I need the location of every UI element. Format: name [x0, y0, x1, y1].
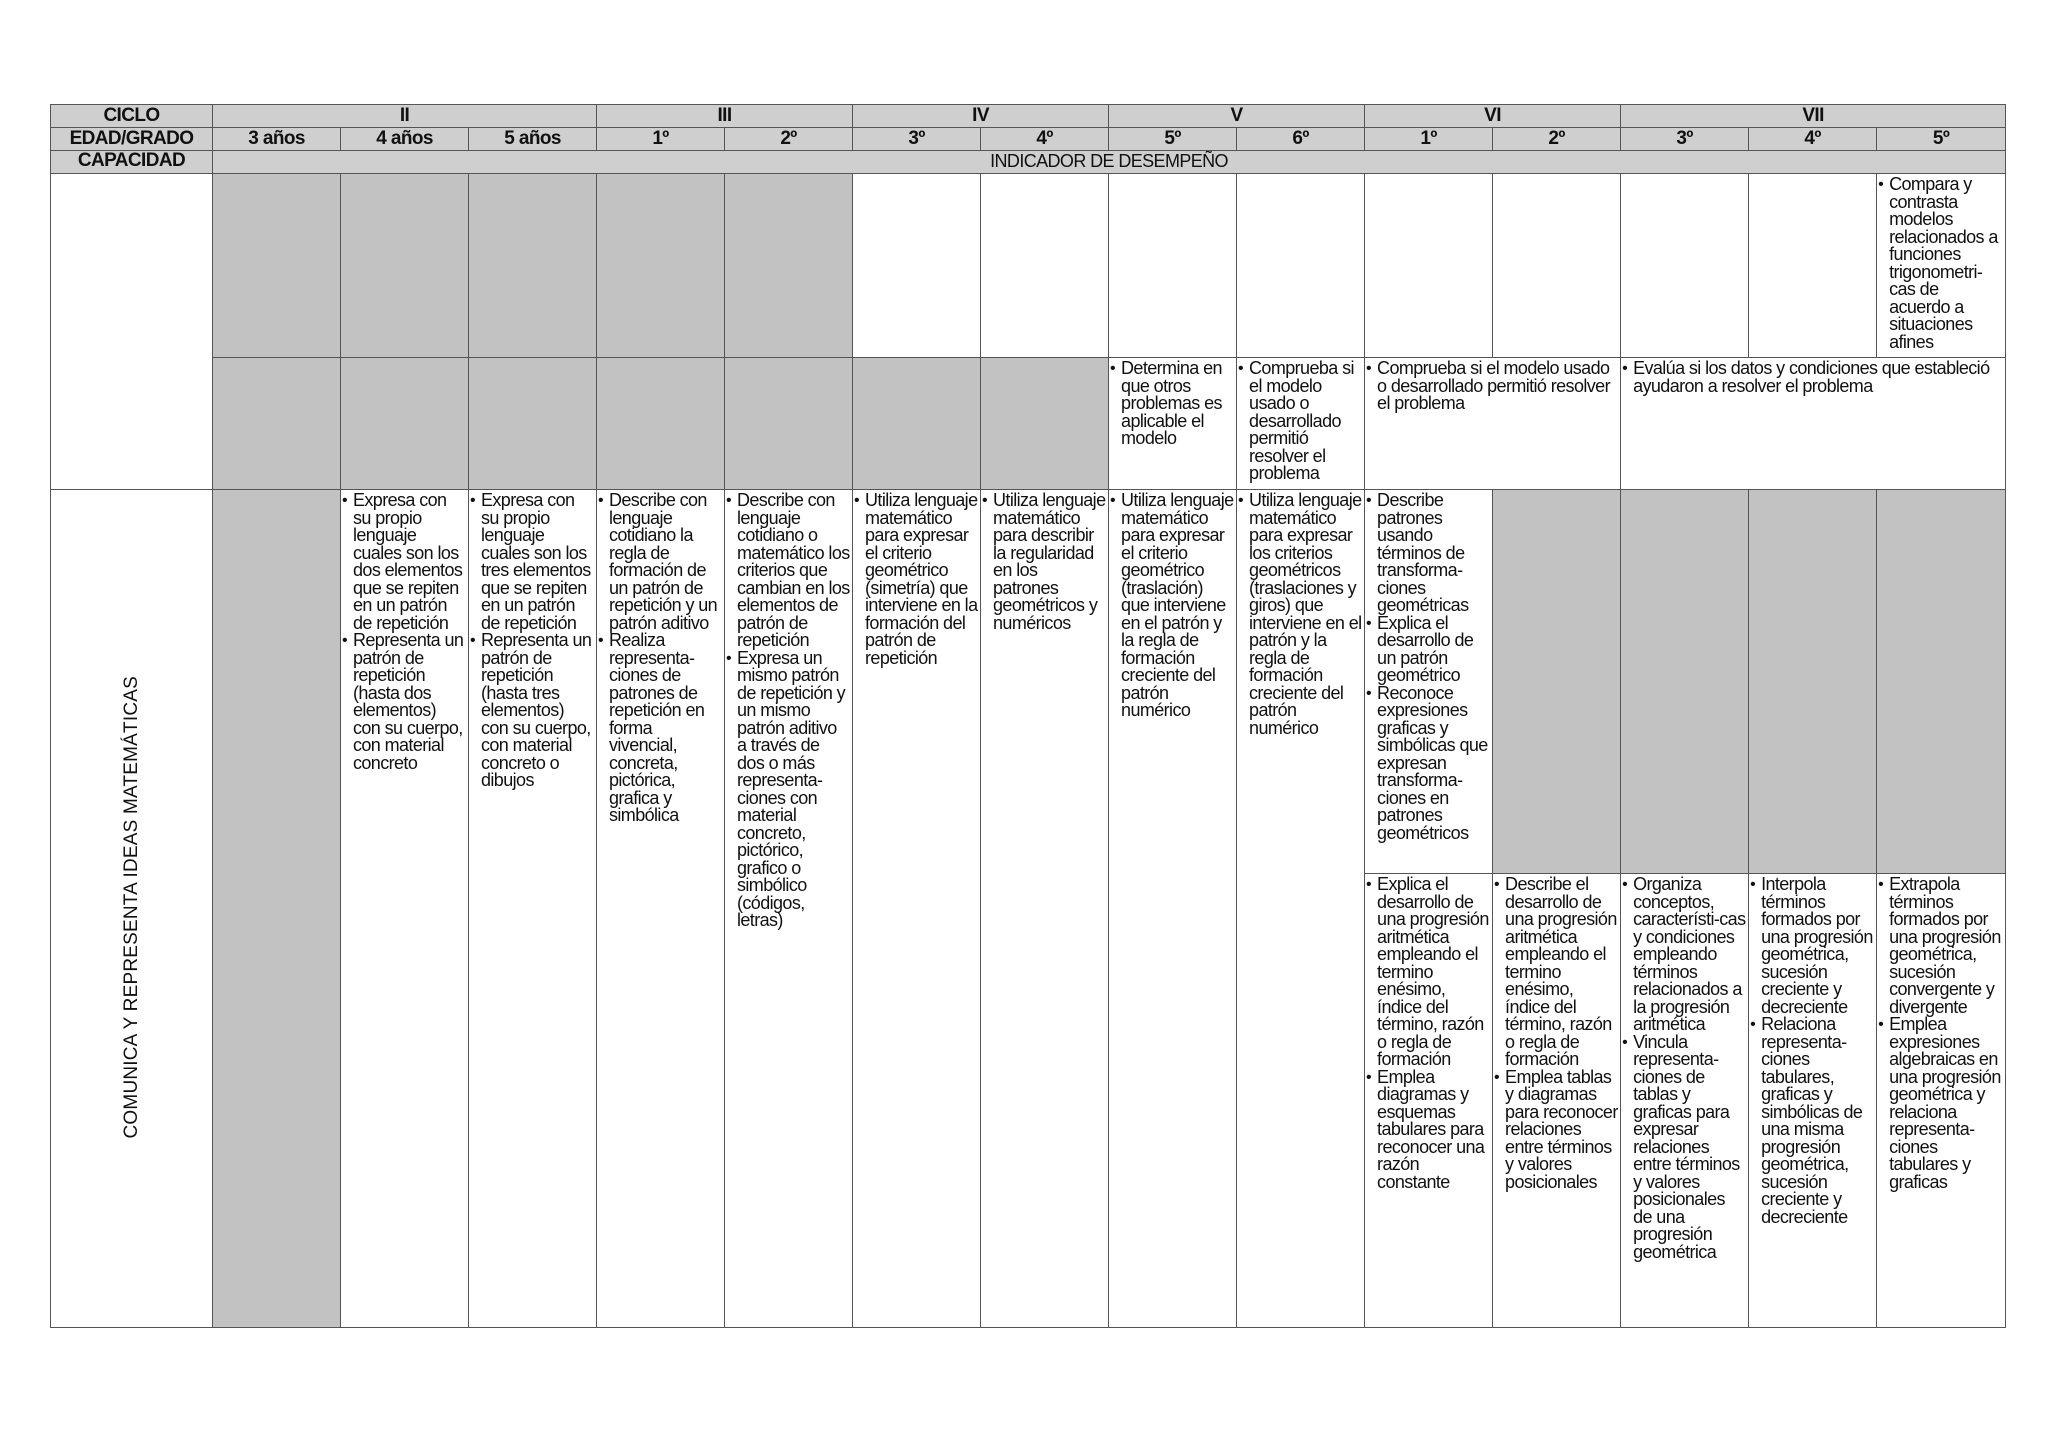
bullet-icon: •	[1366, 360, 1372, 377]
ciclo-iii: III	[597, 105, 853, 128]
bullet-icon: •	[1366, 684, 1372, 702]
capacidad-row	[51, 151, 2006, 174]
indicator-item: • Utiliza lenguaje matemático para expresar el criterio geométrico (traslación) que interviene en el patrón y la regla de formación creciente del patrón numérico	[1110, 490, 1234, 720]
indicator-item: • Describe patrones usando términos de transforma-ciones geométricas	[1366, 490, 1469, 615]
indicator-cell-prim6-b	[1237, 358, 1365, 490]
empty-cell	[1749, 174, 1877, 358]
indicator-item: • Describe con lenguaje cotidiano la regla de formación de un patrón de repetición y un patrón aditivo	[598, 490, 718, 633]
shaded-cell	[341, 174, 469, 358]
bullet-icon: •	[1238, 492, 1244, 509]
grado-cell: 3º	[853, 128, 981, 151]
shaded-cell	[213, 490, 341, 1328]
grado-cell: 5 años	[469, 128, 597, 151]
empty-cell	[1109, 174, 1237, 358]
shaded-cell	[341, 358, 469, 490]
shaded-cell	[1621, 490, 1749, 874]
ciclo-row	[51, 105, 2006, 128]
indicator-cell-ini4	[341, 490, 469, 1328]
indicator-item: • Describe con lenguaje cotidiano o matemático los criterios que cambian en los elementos de patrón de repetición	[726, 490, 850, 650]
capacidad-title: COMUNICA Y REPRESENTA IDEAS MATEMÁTICAS	[120, 675, 142, 1138]
ciclo-vii: VII	[1621, 105, 2006, 128]
empty-cell	[1365, 174, 1493, 358]
indicator-cell-ini5	[469, 490, 597, 1328]
indicator-item: • Utiliza lenguaje matemático para describir la regularidad en los patrones geométricos y numéricos	[982, 490, 1106, 633]
bullet-icon: •	[1878, 876, 1884, 893]
indicator-cell-prim5-b	[1109, 358, 1237, 490]
bullet-icon: •	[342, 492, 348, 509]
indicator-cell-sec5-a	[1877, 174, 2006, 358]
bullet-icon: •	[1622, 1033, 1628, 1051]
bullet-icon: •	[1366, 614, 1372, 632]
ciclo-v: V	[1109, 105, 1365, 128]
indicator-cell-prim1	[597, 490, 725, 1328]
bullet-icon: •	[726, 492, 732, 509]
indicator-item: • Comprueba si el modelo usado o desarrollado permitió resolver el problema	[1366, 358, 1610, 413]
bullet-icon: •	[1110, 492, 1116, 509]
indicator-cell-ciclo6-b	[1365, 358, 1621, 490]
shaded-cell	[469, 174, 597, 358]
bullet-icon: •	[982, 492, 988, 509]
indicator-item: • Representa un patrón de repetición (hasta dos elementos) con su cuerpo, con material concreto	[342, 630, 464, 773]
indicator-item: • Realiza representa-ciones de patrones de repetición en forma vivencial, concreta, pictórica, grafica y simbólica	[598, 630, 705, 825]
grado-cell: 1º	[597, 128, 725, 151]
indicator-item: • Emplea expresiones algebraicas en una progresión geométrica y relaciona representa-ciones tabulares y graficas	[1878, 1014, 2001, 1192]
ciclo-vi: VI	[1365, 105, 1621, 128]
grado-cell: 5º	[1877, 128, 2006, 151]
bullet-icon: •	[1366, 492, 1372, 509]
grado-cell: 3º	[1621, 128, 1749, 151]
indicator-item: • Expresa un mismo patrón de repetición y un mismo patrón aditivo a través de dos o más representa-ciones con material concreto, pictórico, grafico o simbólico (códigos, letras)	[726, 647, 846, 930]
edad-grado-label: EDAD/GRADO	[51, 128, 213, 151]
shaded-cell	[1877, 490, 2006, 874]
indicator-item: • Vincula representa-ciones de tablas y graficas para expresar relaciones entre términos y valores posicionales de una progresión geométrica	[1622, 1031, 1740, 1262]
shaded-cell	[597, 174, 725, 358]
indicator-cell-sec2-d	[1493, 874, 1621, 1328]
indicator-cell-prim6	[1237, 490, 1365, 1328]
shaded-cell	[1493, 490, 1621, 874]
shaded-cell	[597, 358, 725, 490]
bullet-icon: •	[1750, 876, 1756, 893]
indicator-item: • Evalúa si los datos y condiciones que estableció ayudaron a resolver el problema	[1622, 358, 1990, 396]
ciclo-iv: IV	[853, 105, 1109, 128]
shaded-cell	[981, 358, 1109, 490]
indicator-item: • Emplea tablas y diagramas para reconocer relaciones entre términos y valores posicionales	[1494, 1066, 1618, 1192]
bullet-icon: •	[598, 492, 604, 509]
ciclo-ii: II	[213, 105, 597, 128]
indicator-item: • Explica el desarrollo de una progresión aritmética empleando el termino enésimo, índice del término, razón o regla de formación	[1366, 874, 1489, 1069]
indicator-item: • Explica el desarrollo de un patrón geométrico	[1366, 612, 1474, 685]
bullet-icon: •	[470, 492, 476, 509]
indicator-cell-prim2	[725, 490, 853, 1328]
indicator-cell-prim3	[853, 490, 981, 1328]
grado-row	[51, 128, 2006, 151]
shaded-cell	[213, 358, 341, 490]
bullet-icon: •	[1622, 876, 1628, 893]
empty-cell	[1493, 174, 1621, 358]
bullet-icon: •	[1494, 1068, 1500, 1086]
indicator-cell-sec5-d	[1877, 874, 2006, 1328]
indicator-item: • Determina en que otros problemas es aplicable el modelo	[1110, 358, 1222, 448]
grado-cell: 4º	[1749, 128, 1877, 151]
ciclo-label: CICLO	[51, 105, 213, 128]
bullet-icon: •	[1366, 876, 1372, 893]
bullet-icon: •	[1238, 360, 1244, 377]
indicator-item: • Extrapola términos formados por una progresión geométrica, sucesión convergente y divergente	[1878, 874, 2001, 1017]
grado-cell: 4º	[981, 128, 1109, 151]
bullet-icon: •	[1750, 1016, 1756, 1033]
bullet-icon: •	[1110, 360, 1116, 377]
shaded-cell	[725, 358, 853, 490]
indicator-item: • Comprueba si el modelo usado o desarrollado permitió resolver el problema	[1238, 358, 1354, 483]
bullet-icon: •	[1366, 1068, 1372, 1086]
bullet-icon: •	[1878, 176, 1884, 193]
indicator-item: • Relaciona representa-ciones tabulares, graficas y simbólicas de una misma progresión geométrica, sucesión creciente y decreciente	[1750, 1014, 1863, 1227]
indicator-item: • Expresa con su propio lenguaje cuales son los tres elementos que se repiten en un patrón de repetición	[470, 490, 591, 633]
empty-cell	[1237, 174, 1365, 358]
indicator-item: • Representa un patrón de repetición (hasta tres elementos) con su cuerpo, con material concreto o dibujos	[470, 630, 592, 790]
indicator-cell-prim4	[981, 490, 1109, 1328]
indicator-cell-ciclo7-b	[1621, 358, 2006, 490]
empty-cell	[981, 174, 1109, 358]
indicator-cell-sec3-d	[1621, 874, 1749, 1328]
indicador-label: INDICADOR DE DESEMPEÑO	[213, 151, 2006, 174]
bullet-icon: •	[598, 632, 604, 649]
indicator-cell-sec1-d	[1365, 874, 1493, 1328]
grado-cell: 2º	[725, 128, 853, 151]
indicator-item: • Organiza conceptos, característi-cas y condiciones empleando términos relacionados a la progresión aritmética	[1622, 874, 1746, 1034]
indicator-item: • Interpola términos formados por una progresión geométrica, sucesión creciente y decreciente	[1750, 874, 1873, 1017]
bullet-icon: •	[342, 632, 348, 649]
indicator-item: • Utiliza lenguaje matemático para expresar el criterio geométrico (simetría) que interviene en la formación del patrón de repetición	[854, 490, 978, 668]
indicator-item: • Expresa con su propio lenguaje cuales son los dos elementos que se repiten en un patrón de repetición	[342, 490, 463, 633]
indicator-item: • Describe el desarrollo de una progresión aritmética empleando el termino enésimo, índice del término, razón o regla de formación	[1494, 874, 1617, 1069]
shaded-cell	[213, 174, 341, 358]
bullet-icon: •	[1622, 360, 1628, 377]
shaded-cell	[1749, 490, 1877, 874]
document-page	[50, 104, 2005, 1328]
indicator-item: • Compara y contrasta modelos relacionados a funciones trigonometri-cas de acuerdo a situaciones afines	[1878, 174, 1998, 352]
indicator-cell-sec1-c	[1365, 490, 1493, 874]
shaded-cell	[725, 174, 853, 358]
shaded-cell	[853, 358, 981, 490]
grado-cell: 2º	[1493, 128, 1621, 151]
indicator-row	[51, 174, 2006, 358]
grado-cell: 6º	[1237, 128, 1365, 151]
grado-cell: 3 años	[213, 128, 341, 151]
grado-cell: 5º	[1109, 128, 1237, 151]
indicator-cell-sec4-d	[1749, 874, 1877, 1328]
bullet-icon: •	[1494, 876, 1500, 893]
indicator-item: • Utiliza lenguaje matemático para expresar los criterios geométricos (traslaciones y giros) que interviene en el patrón y la regla de formación creciente del patrón numérico	[1238, 490, 1362, 738]
indicator-cell-prim5	[1109, 490, 1237, 1328]
indicator-row	[51, 490, 2006, 874]
empty-cell	[853, 174, 981, 358]
capacidad-cell	[51, 490, 213, 1328]
bullet-icon: •	[1878, 1016, 1884, 1033]
shaded-cell	[469, 358, 597, 490]
bullet-icon: •	[854, 492, 860, 509]
bullet-icon: •	[470, 632, 476, 649]
indicator-item: • Emplea diagramas y esquemas tabulares para reconocer una razón constante	[1366, 1066, 1485, 1192]
grado-cell: 4 años	[341, 128, 469, 151]
bullet-icon: •	[726, 649, 732, 667]
indicator-table	[50, 104, 2006, 1328]
empty-cell	[1621, 174, 1749, 358]
capacidad-label: CAPACIDAD	[51, 151, 213, 174]
grado-cell: 1º	[1365, 128, 1493, 151]
capacidad-cell-empty	[51, 174, 213, 490]
indicator-row	[51, 358, 2006, 490]
indicator-item: • Reconoce expresiones graficas y simbólicas que expresan transforma-ciones en patrones geométricos	[1366, 682, 1488, 843]
